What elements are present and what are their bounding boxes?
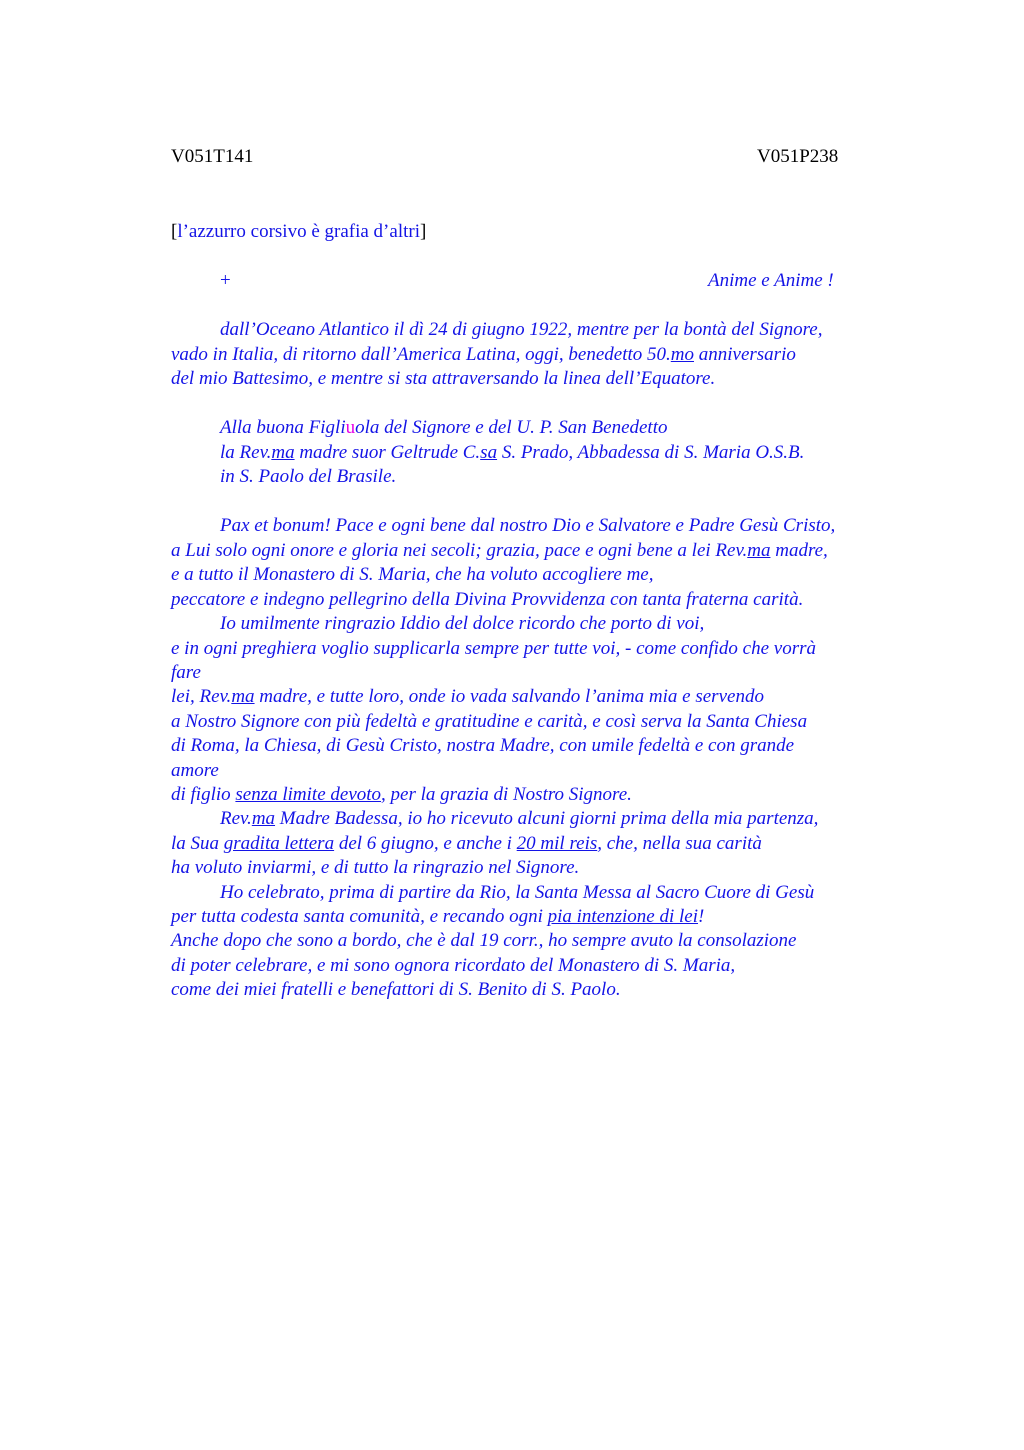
text-line: come dei miei fratelli e benefattori di S. Benito di S. Paolo. bbox=[171, 979, 621, 1000]
text-segment: Alla buona Figli bbox=[220, 417, 346, 438]
text-segment: ! bbox=[698, 906, 705, 927]
text-line bbox=[220, 808, 818, 830]
text-line: e a tutto il Monastero di S. Maria, che ha voluto accogliere me, bbox=[171, 564, 654, 585]
text-line: del mio Battesimo, e mentre si sta attraversando la linea dell’Equatore. bbox=[171, 368, 716, 389]
text-segment: , per la grazia di Nostro Signore. bbox=[381, 784, 632, 805]
text-segment: madre, bbox=[770, 540, 828, 561]
note-open-bracket: [ bbox=[171, 221, 178, 242]
underlined-segment: senza limite devoto bbox=[235, 784, 382, 805]
text-line: e in ogni preghiera voglio supplicarla sempre per tutte voi, - come confido che vorrà bbox=[171, 638, 816, 659]
text-line: di poter celebrare, e mi sono ognora ricordato del Monastero di S. Maria, bbox=[171, 955, 736, 976]
text-line: amore bbox=[171, 760, 219, 781]
text-line: Io umilmente ringrazio Iddio del dolce ricordo che porto di voi, bbox=[220, 613, 705, 634]
text-segment: lei, Rev. bbox=[171, 686, 232, 707]
text-line: in S. Paolo del Brasile. bbox=[220, 466, 397, 487]
text-line bbox=[220, 442, 804, 464]
header-left-code: V051T141 bbox=[171, 146, 254, 167]
text-segment: vado in Italia, di ritorno dall’America Latina, oggi, benedetto 50. bbox=[171, 344, 671, 365]
underlined-segment: pia intenzione di lei bbox=[547, 906, 699, 927]
motto: Anime e Anime ! bbox=[708, 270, 834, 291]
underlined-segment: 20 mil reis bbox=[516, 833, 598, 854]
text-segment: madre, e tutte loro, onde io vada salvando l’anima mia e servendo bbox=[254, 686, 764, 707]
text-line: dall’Oceano Atlantico il dì 24 di giugno 1922, mentre per la bontà del Signore, bbox=[220, 319, 823, 340]
underlined-segment: ma bbox=[271, 442, 295, 463]
header-right-code: V051P238 bbox=[757, 146, 839, 167]
text-line: Anche dopo che sono a bordo, che è dal 19 corr., ho sempre avuto la consolazione bbox=[171, 930, 797, 951]
text-segment: anniversario bbox=[694, 344, 796, 365]
text-segment: ola del Signore e del U. P. San Benedetto bbox=[355, 417, 668, 438]
text-line bbox=[171, 686, 764, 708]
underlined-segment: ma bbox=[747, 540, 771, 561]
underlined-segment: sa bbox=[480, 442, 498, 463]
text-segment: di figlio bbox=[171, 784, 236, 805]
text-line: a Nostro Signore con più fedeltà e gratitudine e carità, e così serva la Santa Chiesa bbox=[171, 711, 808, 732]
editorial-note bbox=[171, 221, 426, 243]
underlined-segment: ma bbox=[251, 808, 276, 829]
magenta-correction: u bbox=[345, 417, 356, 438]
text-line bbox=[171, 833, 762, 855]
text-segment: , che, nella sua carità bbox=[597, 833, 762, 854]
text-segment: Rev. bbox=[220, 808, 252, 829]
text-line bbox=[171, 344, 796, 366]
text-line: fare bbox=[171, 662, 201, 683]
text-segment: per tutta codesta santa comunità, e recando ogni bbox=[171, 906, 548, 927]
note-text: l’azzurro corsivo è grafia d’altri bbox=[177, 221, 420, 242]
text-segment: madre suor Geltrude C. bbox=[294, 442, 481, 463]
text-line bbox=[171, 540, 828, 562]
text-segment: la Sua bbox=[171, 833, 224, 854]
text-line: ha voluto inviarmi, e di tutto la ringrazio nel Signore. bbox=[171, 857, 580, 878]
underlined-segment: gradita lettera bbox=[223, 833, 335, 854]
text-line bbox=[171, 784, 632, 806]
text-segment: S. Prado, Abbadessa di S. Maria O.S.B. bbox=[497, 442, 805, 463]
text-line: peccatore e indegno pellegrino della Divina Provvidenza con tanta fraterna carità. bbox=[171, 589, 804, 610]
text-segment: del 6 giugno, e anche i bbox=[334, 833, 517, 854]
underlined-segment: ma bbox=[231, 686, 255, 707]
text-line bbox=[171, 906, 704, 928]
text-line: Pax et bonum! Pace e ogni bene dal nostro Dio e Salvatore e Padre Gesù Cristo, bbox=[220, 515, 836, 536]
text-segment: Madre Badessa, io ho ricevuto alcuni giorni prima della mia partenza, bbox=[275, 808, 819, 829]
text-line bbox=[220, 417, 668, 439]
text-line: Ho celebrato, prima di partire da Rio, la Santa Messa al Sacro Cuore di Gesù bbox=[220, 882, 815, 903]
text-line: di Roma, la Chiesa, di Gesù Cristo, nostra Madre, con umile fedeltà e con grande bbox=[171, 735, 795, 756]
cross-mark: + bbox=[220, 270, 231, 291]
underlined-segment: mo bbox=[670, 344, 694, 365]
text-segment: la Rev. bbox=[220, 442, 272, 463]
text-segment: a Lui solo ogni onore e gloria nei secoli; grazia, pace e ogni bene a lei Rev. bbox=[171, 540, 748, 561]
note-close-bracket: ] bbox=[419, 221, 427, 242]
